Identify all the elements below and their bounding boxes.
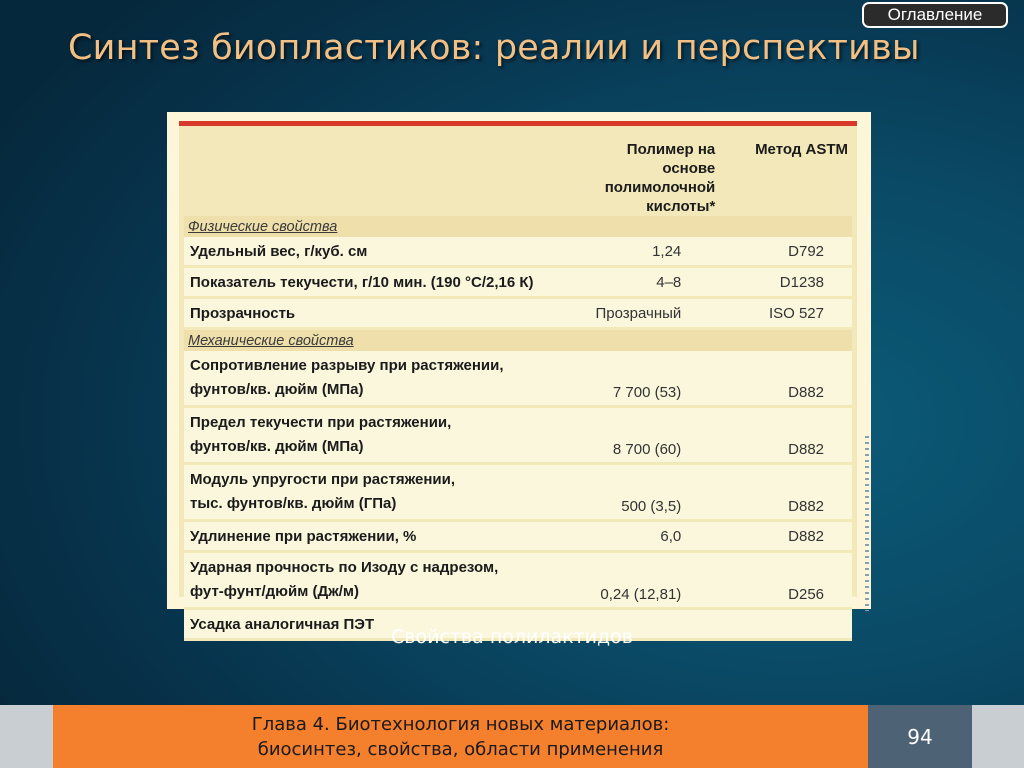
row-astm: D882 [721,465,852,522]
table-row [184,268,852,299]
header-polymer [578,126,721,216]
footer-chapter-line1: Глава 4. Биотехнология новых материалов: [251,713,670,735]
properties-table-panel [179,121,857,633]
row-property [184,408,578,465]
row-value: Прозрачный [578,299,721,330]
section-row-physical [184,216,852,237]
slide-title: Синтез биопластиков: реалии и перспективы [68,28,920,68]
row-astm: D792 [721,237,852,268]
row-astm: D256 [721,553,852,610]
row-property: Удельный вес, г/куб. см [184,237,578,268]
row-value: 7 700 (53) [578,351,721,408]
row-value: 0,24 (12,81) [578,553,721,610]
header-polymer-line2: полимолочной кислоты* [604,179,716,215]
table-caption: Свойства полилактидов [390,626,633,648]
header-property [184,126,578,216]
row-property: Прозрачность [184,299,578,330]
row-property: Усадка аналогичная ПЭТ [184,610,578,641]
properties-table [184,126,852,641]
table-of-contents-button[interactable]: Оглавление [862,2,1008,28]
row-value: 1,24 [578,237,721,268]
row-astm: D882 [721,522,852,553]
row-property-line1: Модуль упругости при растяжении, [190,471,456,488]
row-property-line1: Ударная прочность по Изоду с надрезом, [190,559,499,576]
row-property-line1: Предел текучести при растяжении, [190,414,452,431]
properties-table-frame [167,112,871,633]
row-property-line1: Сопротивление разрыву при растяжении, [190,357,504,374]
header-polymer-line1: Полимер на основе [626,141,716,177]
row-property [184,465,578,522]
table-row [184,299,852,330]
row-value: 4–8 [578,268,721,299]
header-astm: Метод ASTM [755,141,848,158]
row-astm: ISO 527 [721,299,852,330]
page-number: 94 [868,705,972,768]
footer-left-block [0,705,53,768]
row-property: Показатель текучести, г/10 мин. (190 °С/2,16 К) [184,268,578,299]
row-value: 6,0 [578,522,721,553]
row-property: Удлинение при растяжении, % [184,522,578,553]
table-row [184,465,852,522]
table-row [184,408,852,465]
row-value: 500 (3,5) [578,465,721,522]
footer-chapter-title [53,705,868,768]
section-label-physical: Физические свойства [184,216,852,237]
row-property [184,553,578,610]
table-header-row [184,126,852,216]
row-property-line2: тыс. фунтов/кв. дюйм (ГПа) [190,495,397,512]
table-row [184,237,852,268]
section-row-mechanical [184,330,852,351]
footer-chapter-line2: биосинтез, свойства, области применения [257,738,664,760]
decorative-side-marks [865,436,869,611]
row-value: 8 700 (60) [578,408,721,465]
row-astm: D1238 [721,268,852,299]
section-label-mechanical: Механические свойства [184,330,852,351]
row-astm: D882 [721,351,852,408]
row-property [184,351,578,408]
table-row [184,351,852,408]
table-row [184,553,852,610]
row-property-line2: фунтов/кв. дюйм (МПа) [190,381,364,398]
row-property-line2: фут-фунт/дюйм (Дж/м) [190,583,360,600]
table-row [184,522,852,553]
row-property-line2: фунтов/кв. дюйм (МПа) [190,438,364,455]
row-astm: D882 [721,408,852,465]
footer-right-block [972,705,1024,768]
